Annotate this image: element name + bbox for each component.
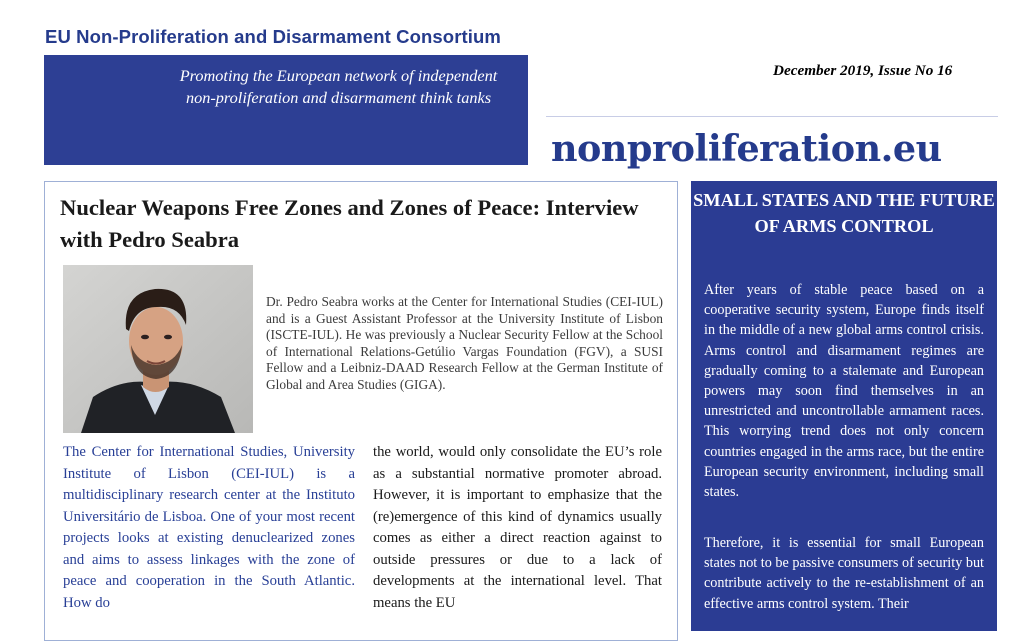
portrait-illustration [63, 265, 253, 433]
sidebar-title: SMALL STATES AND THE FUTURE OF ARMS CONTROL [693, 190, 995, 236]
portrait-photo [63, 265, 253, 433]
tagline-banner [44, 55, 528, 165]
consortium-title: EU Non-Proliferation and Disarmament Consortium [45, 26, 501, 47]
interview-article [44, 181, 678, 641]
website-logo[interactable]: nonproliferation.eu [551, 127, 942, 170]
sidebar-feature [691, 181, 997, 631]
interview-question: The Center for International Studies, University Institute of Lisbon (CEI-IUL) is a multidisciplinary research center at the Instituto Universitário de Lisboa. One of your most recent projects looks at existing denuclearized zones and aims to assess linkages with the zone of peace and cooperation in the South Atlantic. How do [63, 444, 355, 611]
header-rule [546, 116, 998, 117]
sidebar-paragraph-2: Therefore, it is essential for small European states not to be passive consumers of security but contribute actively to the re-establishment of an effective arms control system. Their [704, 535, 984, 612]
article-title: Nuclear Weapons Free Zones and Zones of Peace: Interview with Pedro Seabra [60, 195, 639, 252]
sidebar-paragraph-1: After years of stable peace based on a cooperative security system, Europe finds itself in the middle of a new global arms control crisis. Arms control and disarmament regimes are gradually coming to a stalemate and European powers may soon find themselves in an unrestricted and uncontrollable armament races. This worrying trend does not only concern countries engaged in the arms race, but the entire European security environment, including small states. [704, 282, 984, 501]
author-bio: Dr. Pedro Seabra works at the Center for International Studies (CEI-IUL) and is a Guest Assistant Professor at the University Institute of Lisbon (ISCTE-IUL). He was previously a Nuclear Security Fellow at the School of International Relations-Getúlio Vargas Foundation (FGV), a SUSI Fellow and a Leibniz-DAAD Research Fellow at the German Institute of Global and Area Studies (GIGA). [266, 294, 663, 392]
interview-answer: the world, would only consolidate the EU’s role as a substantial normative promoter abroad. However, it is important to emphasize that the (re)emergence of this kind of dynamics usually comes as either a direct reaction against to outside pressures or due to a lack of developments at the international level. That means the EU [373, 444, 662, 611]
issue-date: December 2019, Issue No 16 [773, 62, 953, 79]
tagline: Promoting the European network of independent non-proliferation and disarmament think tanks [179, 66, 498, 107]
